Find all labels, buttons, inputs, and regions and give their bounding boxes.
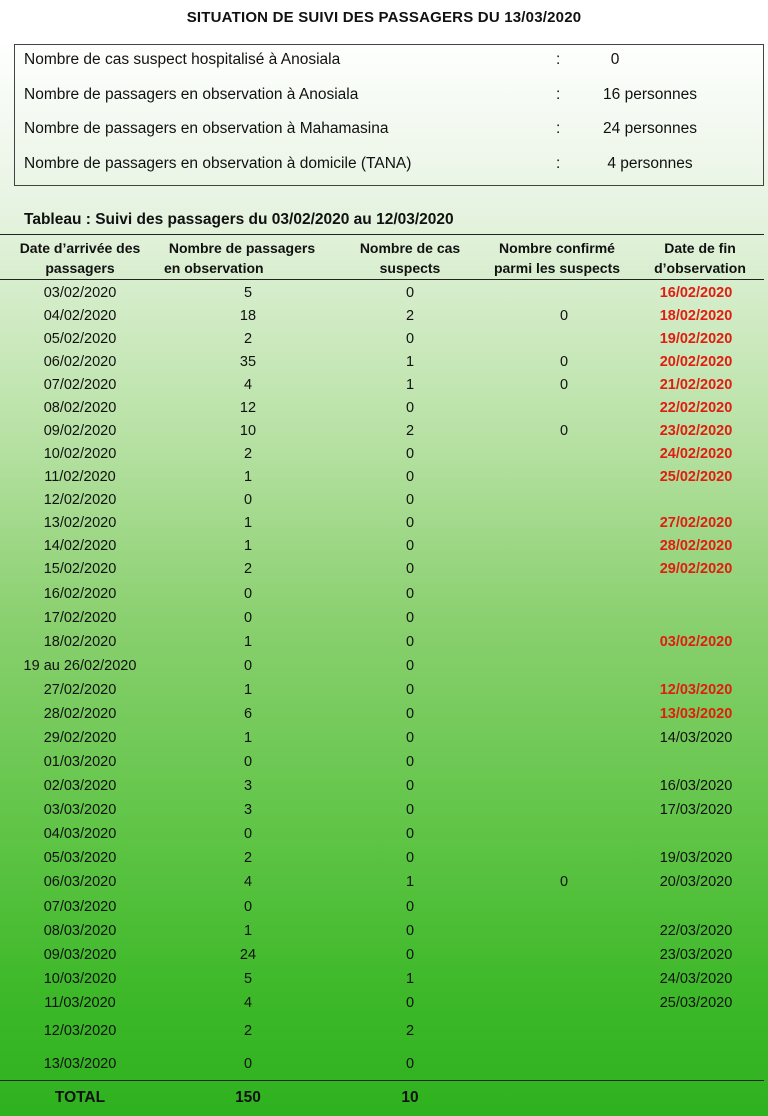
row-end-date: 03/02/2020 (659, 634, 733, 650)
row-suspect-count: 0 (405, 658, 415, 674)
summary-label: Nombre de passagers en observation à domicile (TANA) (24, 155, 412, 172)
row-arrival-date: 06/02/2020 (43, 354, 117, 370)
header-line: Nombre de passagers (168, 240, 316, 256)
header-end-date (636, 238, 764, 278)
row-suspect-count: 0 (405, 682, 415, 698)
table-row (0, 558, 764, 580)
row-suspect-count: 1 (405, 971, 415, 987)
row-confirmed-count: 0 (559, 354, 569, 370)
row-arrival-date: 14/02/2020 (43, 538, 117, 554)
table-row (0, 631, 764, 653)
header-line: Date de fin (664, 240, 736, 256)
row-observed-count: 2 (243, 561, 253, 577)
header-line: Nombre de cas (359, 240, 461, 256)
table-row (0, 443, 764, 465)
row-observed-count: 1 (243, 730, 253, 746)
table-row (0, 305, 764, 327)
summary-row (15, 120, 763, 142)
row-observed-count: 35 (239, 354, 257, 370)
row-end-date: 22/02/2020 (659, 400, 733, 416)
row-observed-count: 1 (243, 923, 253, 939)
total-divider (0, 1080, 764, 1081)
header-arrival-date (0, 238, 160, 278)
row-suspect-count: 0 (405, 754, 415, 770)
row-observed-count: 2 (243, 446, 253, 462)
row-arrival-date: 07/02/2020 (43, 377, 117, 393)
row-confirmed-count: 0 (559, 308, 569, 324)
row-arrival-date: 17/02/2020 (43, 610, 117, 626)
row-end-date: 28/02/2020 (659, 538, 733, 554)
row-arrival-date: 04/03/2020 (43, 826, 117, 842)
row-suspect-count: 0 (405, 446, 415, 462)
row-observed-count: 0 (243, 826, 253, 842)
row-arrival-date: 06/03/2020 (43, 874, 117, 890)
header-line: parmi les suspects (493, 260, 621, 276)
summary-row (15, 51, 763, 73)
table-row (0, 679, 764, 701)
total-label: TOTAL (54, 1089, 106, 1106)
row-suspect-count: 1 (405, 874, 415, 890)
row-suspect-count: 1 (405, 377, 415, 393)
row-observed-count: 18 (239, 308, 257, 324)
row-suspect-count: 0 (405, 778, 415, 794)
row-suspect-count: 0 (405, 802, 415, 818)
row-arrival-date: 29/02/2020 (43, 730, 117, 746)
row-suspect-count: 0 (405, 469, 415, 485)
row-end-date: 21/02/2020 (659, 377, 733, 393)
row-end-date: 12/03/2020 (659, 682, 733, 698)
row-observed-count: 12 (239, 400, 257, 416)
header-line: en observation (164, 260, 264, 276)
summary-row (15, 155, 763, 177)
row-end-date: 20/02/2020 (659, 354, 733, 370)
row-observed-count: 24 (239, 947, 257, 963)
row-observed-count: 0 (243, 658, 253, 674)
summary-value: 24 personnes (603, 120, 697, 137)
table-row (0, 751, 764, 773)
header-line: passagers (45, 260, 115, 276)
row-arrival-date: 10/03/2020 (43, 971, 117, 987)
header-suspects (330, 238, 490, 278)
row-suspect-count: 0 (405, 730, 415, 746)
row-suspect-count: 2 (405, 423, 415, 439)
row-end-date: 14/03/2020 (659, 730, 733, 746)
table-row (0, 775, 764, 797)
summary-label: Nombre de cas suspect hospitalisé à Anosiala (24, 51, 341, 68)
row-arrival-date: 04/02/2020 (43, 308, 117, 324)
table-row (0, 282, 764, 304)
row-observed-count: 2 (243, 1023, 253, 1039)
table-row (0, 1053, 764, 1075)
row-arrival-date: 13/03/2020 (43, 1056, 117, 1072)
row-suspect-count: 0 (405, 634, 415, 650)
table-row (0, 374, 764, 396)
table-caption: Tableau : Suivi des passagers du 03/02/2020 au 12/03/2020 (24, 211, 454, 228)
row-observed-count: 2 (243, 331, 253, 347)
row-arrival-date: 28/02/2020 (43, 706, 117, 722)
row-arrival-date: 11/02/2020 (44, 469, 116, 485)
summary-box (14, 44, 764, 186)
row-arrival-date: 27/02/2020 (43, 682, 117, 698)
row-observed-count: 0 (243, 492, 253, 508)
header-line: d’observation (654, 260, 746, 276)
table-row (0, 535, 764, 557)
row-observed-count: 4 (243, 874, 253, 890)
row-suspect-count: 0 (405, 586, 415, 602)
row-observed-count: 2 (243, 850, 253, 866)
summary-colon: : (556, 120, 561, 137)
row-arrival-date: 05/02/2020 (43, 331, 117, 347)
row-observed-count: 0 (243, 586, 253, 602)
summary-value: 0 (610, 51, 620, 68)
row-suspect-count: 0 (405, 923, 415, 939)
row-observed-count: 0 (243, 899, 253, 915)
row-end-date: 17/03/2020 (659, 802, 733, 818)
row-arrival-date: 18/02/2020 (43, 634, 117, 650)
table-row (0, 397, 764, 419)
summary-colon: : (556, 51, 561, 68)
row-arrival-date: 08/03/2020 (43, 923, 117, 939)
row-arrival-date: 12/02/2020 (43, 492, 117, 508)
row-end-date: 20/03/2020 (659, 874, 733, 890)
row-arrival-date: 13/02/2020 (43, 515, 117, 531)
row-observed-count: 1 (243, 538, 253, 554)
summary-value: 16 personnes (603, 86, 697, 103)
table-row (0, 655, 764, 677)
row-observed-count: 5 (243, 285, 253, 301)
table-row (0, 823, 764, 845)
row-end-date: 18/02/2020 (659, 308, 733, 324)
row-observed-count: 5 (243, 971, 253, 987)
row-end-date: 23/03/2020 (659, 947, 733, 963)
row-arrival-date: 05/03/2020 (43, 850, 117, 866)
row-suspect-count: 0 (405, 850, 415, 866)
row-arrival-date: 09/02/2020 (43, 423, 117, 439)
row-suspect-count: 0 (405, 538, 415, 554)
row-end-date: 13/03/2020 (659, 706, 733, 722)
row-arrival-date: 19 au 26/02/2020 (23, 658, 137, 674)
row-confirmed-count: 0 (559, 874, 569, 890)
summary-row (15, 86, 763, 108)
row-suspect-count: 0 (405, 610, 415, 626)
summary-value: 4 personnes (607, 155, 693, 172)
row-arrival-date: 12/03/2020 (43, 1023, 117, 1039)
table-row (0, 466, 764, 488)
page-title: SITUATION DE SUIVI DES PASSAGERS DU 13/03/2020 (186, 9, 582, 26)
table-row (0, 896, 764, 918)
table-row (0, 920, 764, 942)
row-end-date: 25/02/2020 (659, 469, 733, 485)
row-observed-count: 10 (239, 423, 257, 439)
summary-label: Nombre de passagers en observation à Mahamasina (24, 120, 389, 137)
row-arrival-date: 03/02/2020 (43, 285, 117, 301)
row-observed-count: 1 (243, 469, 253, 485)
table-row (0, 727, 764, 749)
table-row (0, 512, 764, 534)
row-end-date: 24/02/2020 (659, 446, 733, 462)
row-suspect-count: 2 (405, 308, 415, 324)
row-arrival-date: 07/03/2020 (43, 899, 117, 915)
row-suspect-count: 1 (405, 354, 415, 370)
total-suspects: 10 (401, 1089, 419, 1106)
table-header (0, 234, 764, 280)
row-suspect-count: 0 (405, 826, 415, 842)
table-row (0, 847, 764, 869)
row-observed-count: 4 (243, 995, 253, 1011)
row-arrival-date: 15/02/2020 (43, 561, 117, 577)
row-arrival-date: 10/02/2020 (43, 446, 117, 462)
table-row (0, 489, 764, 511)
row-end-date: 24/03/2020 (659, 971, 733, 987)
table-row (0, 328, 764, 350)
row-suspect-count: 0 (405, 492, 415, 508)
row-suspect-count: 0 (405, 706, 415, 722)
table-row (0, 871, 764, 893)
summary-label: Nombre de passagers en observation à Anosiala (24, 86, 359, 103)
row-arrival-date: 16/02/2020 (43, 586, 117, 602)
row-suspect-count: 0 (405, 331, 415, 347)
row-confirmed-count: 0 (559, 377, 569, 393)
row-suspect-count: 0 (405, 515, 415, 531)
row-observed-count: 0 (243, 610, 253, 626)
row-suspect-count: 2 (405, 1023, 415, 1039)
table-row (0, 703, 764, 725)
row-end-date: 22/03/2020 (659, 923, 733, 939)
table-row (0, 799, 764, 821)
header-confirmed (482, 238, 632, 278)
row-end-date: 29/02/2020 (659, 561, 733, 577)
table-row (0, 420, 764, 442)
row-observed-count: 6 (243, 706, 253, 722)
row-suspect-count: 0 (405, 947, 415, 963)
row-suspect-count: 0 (405, 400, 415, 416)
header-line: suspects (379, 260, 441, 276)
row-arrival-date: 01/03/2020 (43, 754, 117, 770)
row-observed-count: 1 (243, 634, 253, 650)
row-end-date: 19/02/2020 (659, 331, 733, 347)
table-row (0, 992, 764, 1014)
table-row (0, 968, 764, 990)
table-row (0, 1020, 764, 1042)
row-observed-count: 3 (243, 778, 253, 794)
row-arrival-date: 08/02/2020 (43, 400, 117, 416)
header-line: Date d’arrivée des (19, 240, 141, 256)
row-suspect-count: 0 (405, 899, 415, 915)
row-end-date: 16/02/2020 (659, 285, 733, 301)
table-row (0, 583, 764, 605)
row-confirmed-count: 0 (559, 423, 569, 439)
row-arrival-date: 11/03/2020 (44, 995, 116, 1011)
row-end-date: 19/03/2020 (659, 850, 733, 866)
row-observed-count: 4 (243, 377, 253, 393)
row-arrival-date: 02/03/2020 (43, 778, 117, 794)
total-observed: 150 (235, 1089, 261, 1106)
total-row (0, 1086, 764, 1110)
summary-colon: : (556, 155, 561, 172)
table-row (0, 351, 764, 373)
row-suspect-count: 0 (405, 1056, 415, 1072)
row-observed-count: 1 (243, 682, 253, 698)
header-line: Nombre confirmé (499, 240, 615, 256)
header-observed (158, 238, 326, 278)
row-end-date: 27/02/2020 (659, 515, 733, 531)
row-suspect-count: 0 (405, 561, 415, 577)
row-arrival-date: 03/03/2020 (43, 802, 117, 818)
row-observed-count: 0 (243, 1056, 253, 1072)
row-end-date: 16/03/2020 (659, 778, 733, 794)
row-end-date: 25/03/2020 (659, 995, 733, 1011)
row-end-date: 23/02/2020 (659, 423, 733, 439)
row-observed-count: 0 (243, 754, 253, 770)
row-suspect-count: 0 (405, 995, 415, 1011)
table-row (0, 944, 764, 966)
table-row (0, 607, 764, 629)
row-arrival-date: 09/03/2020 (43, 947, 117, 963)
row-suspect-count: 0 (405, 285, 415, 301)
row-observed-count: 1 (243, 515, 253, 531)
row-observed-count: 3 (243, 802, 253, 818)
summary-colon: : (556, 86, 561, 103)
